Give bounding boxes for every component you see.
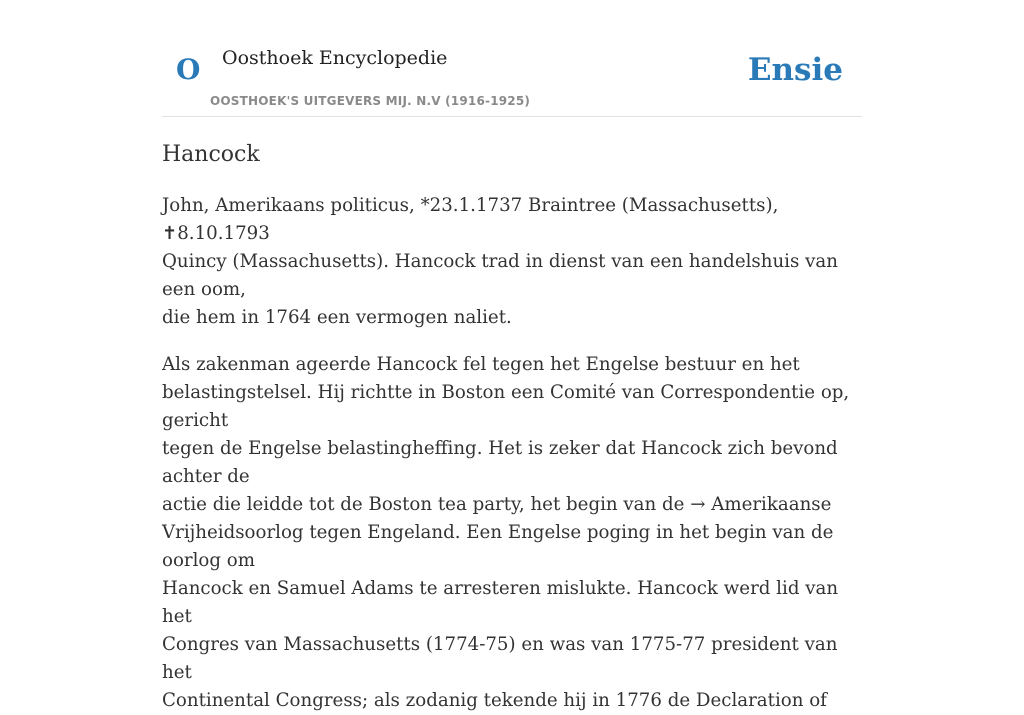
site-title[interactable]: Oosthoek Encyclopedie [222,47,448,69]
article-paragraph: John, Amerikaans politicus, *23.1.1737 Braintree (Massachusetts), ✝8.10.1793 Quincy (Massachusetts). Hancock trad in dienst van een handelshuis van een oom, die hem in 1764 een vermogen naliet. [162,195,838,328]
site-header [162,0,862,117]
ensie-brand-link[interactable]: Ensie [747,52,843,88]
article [162,138,862,715]
site-logo[interactable]: O [176,53,201,86]
article-title: Hancock [162,142,260,167]
publisher-subtitle: OOSTHOEK'S UITGEVERS MIJ. N.V (1916-1925) [210,94,531,108]
article-paragraph: Als zakenman ageerde Hancock fel tegen het Engelse bestuur en het belastingstelsel. Hij richtte in Boston een Comité van Correspondentie op, gericht tegen de Engelse belastingheffing. Het is zeker dat Hancock zich bevond achter de actie die leidde tot de Boston tea party, het begin van de → Amerikaanse Vrijheidsoorlog tegen Engeland. Een Engelse poging in het begin van de oorlog om Hancock en Samuel Adams te arresteren mislukte. Hancock werd lid van het Congres van Massachusetts (1774-75) en was van 1775-77 president van het Continental Congress; als zodanig tekende hij in 1776 de Declaration of [162,354,850,711]
